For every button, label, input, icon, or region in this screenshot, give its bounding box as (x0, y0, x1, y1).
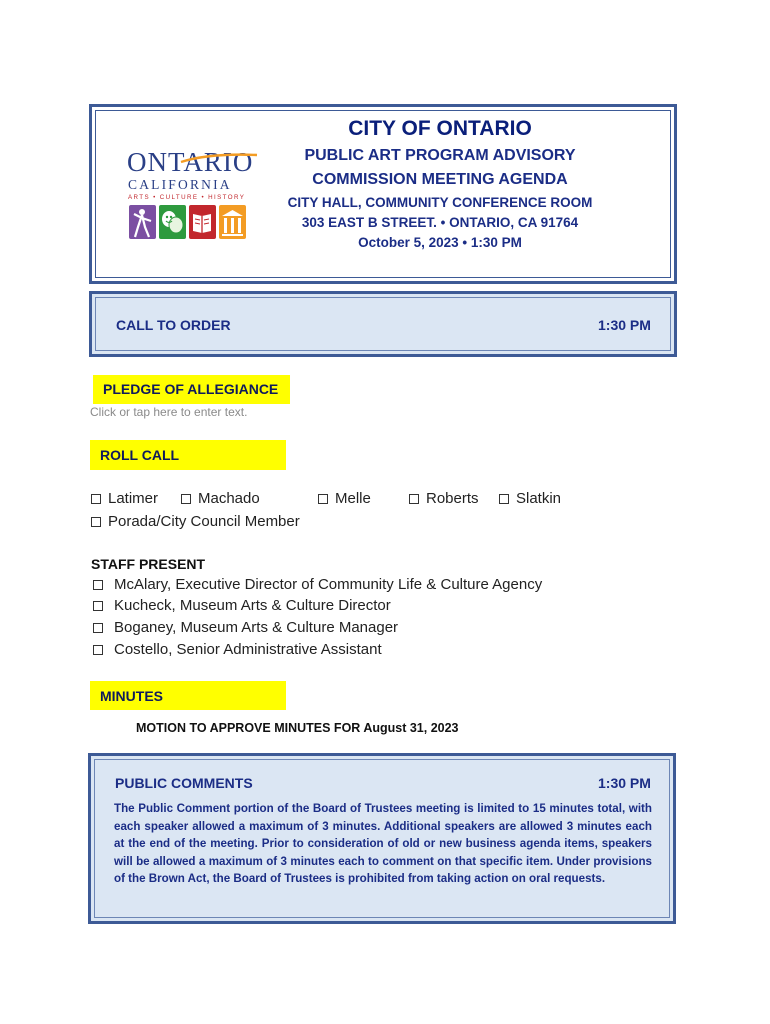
checkbox-icon[interactable] (93, 645, 103, 655)
pledge-of-allegiance-heading: PLEDGE OF ALLEGIANCE (93, 375, 290, 404)
roll-call-member[interactable]: Latimer (91, 490, 158, 507)
staff-item[interactable]: Costello, Senior Administrative Assistant (93, 641, 382, 658)
logo-word-ontario: ONTARIO (127, 147, 254, 177)
staff-item[interactable]: Kucheck, Museum Arts & Culture Director (93, 597, 391, 614)
public-comments-text: The Public Comment portion of the Board of Trustees meeting is limited to 15 minutes total, with each speaker allowed a maximum of 3 minutes. Additional speakers are allowed 3 minutes each at the end of the meeting. Prior to consideration of old or new business agenda items, speakers will be allowed a maximum of 3 minutes each to comment on that specific item. Under provisions of the Brown Act, the Board of Trustees is prohibited from taking action on oral requests. (114, 802, 652, 885)
staff-item[interactable]: McAlary, Executive Director of Community Life & Culture Agency (93, 576, 542, 593)
staff-item[interactable]: Boganey, Museum Arts & Culture Manager (93, 619, 398, 636)
book-icon (189, 205, 216, 239)
minutes-heading: MINUTES (90, 681, 286, 710)
checkbox-icon[interactable] (91, 517, 101, 527)
checkbox-icon[interactable] (499, 494, 509, 504)
meeting-address: 303 EAST B STREET. • ONTARIO, CA 91764 (301, 215, 579, 230)
minutes-motion: MOTION TO APPROVE MINUTES FOR August 31, 2023 (136, 721, 459, 735)
logo-swoosh-icon (179, 151, 259, 165)
checkbox-icon[interactable] (318, 494, 328, 504)
roll-call-member[interactable]: Melle (318, 490, 371, 507)
meeting-venue: CITY HALL, COMMUNITY CONFERENCE ROOM (287, 195, 593, 210)
museum-column-icon (219, 205, 246, 239)
dancer-icon (129, 205, 156, 239)
logo-word-california: CALIFORNIA (128, 177, 232, 192)
ontario-california-logo (127, 147, 257, 237)
theater-masks-icon (159, 205, 186, 239)
checkbox-icon[interactable] (409, 494, 419, 504)
program-title-line1: PUBLIC ART PROGRAM ADVISORY (304, 147, 576, 164)
roll-call-member[interactable]: Roberts (409, 490, 479, 507)
program-title-line2: COMMISSION MEETING AGENDA (312, 171, 568, 188)
meeting-datetime: October 5, 2023 • 1:30 PM (358, 235, 522, 250)
checkbox-icon[interactable] (93, 623, 103, 633)
checkbox-icon[interactable] (181, 494, 191, 504)
checkbox-icon[interactable] (93, 601, 103, 611)
staff-present-heading: STAFF PRESENT (91, 556, 206, 572)
call-to-order-time: 1:30 PM (598, 317, 651, 333)
logo-icon-row (129, 205, 247, 239)
call-to-order-label: CALL TO ORDER (116, 317, 231, 333)
roll-call-member[interactable]: Machado (181, 490, 260, 507)
roll-call-heading: ROLL CALL (90, 440, 286, 470)
roll-call-member[interactable]: Porada/City Council Member (91, 513, 300, 530)
public-comments-time: 1:30 PM (598, 775, 651, 791)
pledge-placeholder-text[interactable]: Click or tap here to enter text. (90, 405, 248, 419)
checkbox-icon[interactable] (93, 580, 103, 590)
logo-tagline: ARTS • CULTURE • HISTORY (128, 194, 246, 201)
public-comments-label: PUBLIC COMMENTS (115, 775, 253, 791)
roll-call-member[interactable]: Slatkin (499, 490, 561, 507)
checkbox-icon[interactable] (91, 494, 101, 504)
city-title: CITY OF ONTARIO (348, 117, 532, 140)
